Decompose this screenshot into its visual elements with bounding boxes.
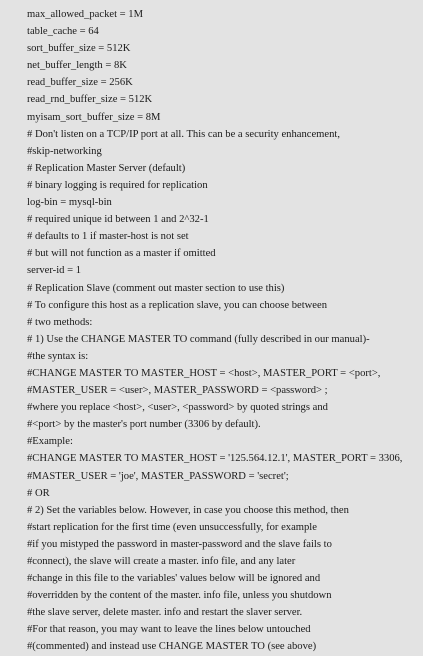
comment-line: # defaults to 1 if master-host is not set: [27, 231, 189, 243]
config-line: net_buffer_length = 8K: [27, 60, 127, 72]
comment-line: # binary logging is required for replication: [27, 179, 208, 191]
comment-line: # To configure this host as a replication slave, you can choose between: [27, 299, 328, 311]
comment-line: #connect), the slave will create a master. info file, and any later: [27, 556, 296, 567]
comment-line: #the syntax is:: [27, 350, 89, 362]
comment-line: # but will not function as a master if omitted: [27, 248, 216, 260]
comment-line: #if you mistyped the password in master-password and the slave fails to: [27, 538, 332, 550]
config-line: table_cache = 64: [27, 26, 99, 38]
comment-line: # required unique id between 1 and 2^32-1: [27, 214, 209, 226]
config-line: server-id = 1: [27, 265, 82, 277]
comment-line: #start replication for the first time (even unsuccessfully, for example: [27, 521, 317, 533]
comment-line: #MASTER_USER = <user>, MASTER_PASSWORD = <password> ;: [27, 385, 328, 397]
comment-line: #skip-networking: [27, 145, 102, 157]
comment-line: #MASTER_USER = 'joe', MASTER_PASSWORD = 'secret';: [27, 470, 289, 482]
config-line: sort_buffer_size = 512K: [27, 43, 131, 55]
comment-line: # Replication Master Server (default): [27, 162, 186, 174]
comment-line: #(commented) and instead use CHANGE MASTER TO (see above): [27, 641, 317, 653]
comment-line: #overridden by the content of the master. info file, unless you shutdown: [27, 590, 332, 602]
comment-line: #change in this file to the variables' values below will be ignored and: [27, 573, 321, 585]
config-line: myisam_sort_buffer_size = 8M: [27, 111, 161, 123]
comment-line: #CHANGE MASTER TO MASTER_HOST = '125.564.12.1', MASTER_PORT = 3306,: [27, 453, 403, 465]
comment-line: # Don't listen on a TCP/IP port at all. This can be a security enhancement,: [27, 128, 340, 140]
comment-line: #where you replace <host>, <user>, <password> by quoted strings and: [27, 402, 328, 414]
comment-line: # 2) Set the variables below. However, in case you choose this method, then: [27, 504, 349, 516]
comment-line: # two methods:: [27, 316, 93, 328]
comment-line: # Replication Slave (comment out master section to use this): [27, 282, 285, 294]
comment-line: #the slave server, delete master. info and restart the slaver server.: [27, 607, 303, 619]
comment-line: #For that reason, you may want to leave the lines below untouched: [27, 624, 311, 636]
config-line: read_rnd_buffer_size = 512K: [27, 94, 153, 106]
config-line: read_buffer_size = 256K: [27, 77, 133, 89]
comment-line: #CHANGE MASTER TO MASTER_HOST = <host>, MASTER_PORT = <port>,: [27, 367, 381, 379]
comment-line: # 1) Use the CHANGE MASTER TO command (fully described in our manual)-: [27, 333, 370, 345]
comment-line: # OR: [27, 487, 50, 499]
config-line: log-bin = mysql-bin: [27, 197, 112, 209]
comment-line: #<port> by the master's port number (3306 by default).: [27, 419, 261, 431]
comment-line: #Example:: [27, 436, 73, 448]
config-line: max_allowed_packet = 1M: [27, 9, 143, 20]
